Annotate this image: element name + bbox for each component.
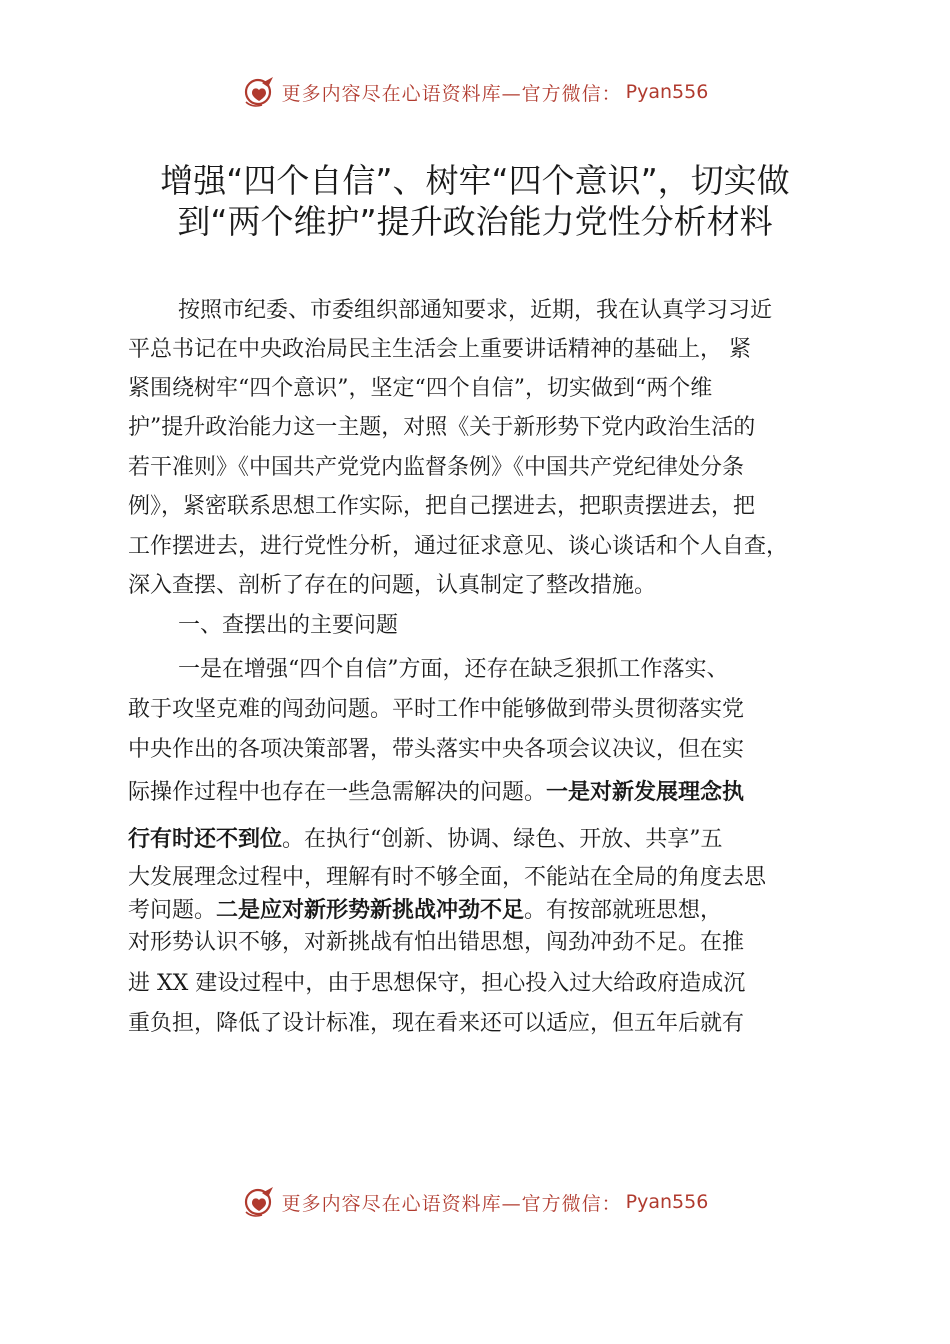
title-line-2: 到“两个维护”提升政治能力党性分析材料 [177,202,773,241]
watermark-text: 更多内容尽在心语资料库—官方微信： [281,1192,622,1215]
bold-point-1-start: 一是对新发展理念执 [546,780,745,805]
paragraph-2-line-10: 重负担，降低了设计标准，现在看来还可以适应，但五年后就有 [128,1011,745,1036]
pen-heart-logo-icon [242,75,276,109]
watermark-text: 更多内容尽在心语资料库—官方微信： [281,82,622,105]
paragraph-2-line-7 [128,896,722,926]
paragraph-2-line-8: 对形势认识不够，对新挑战有怕出错思想，闯劲冲劲不足。在推 [128,930,745,955]
document-title [95,160,855,242]
paragraph-2-line-7-text: 考问题。 [128,898,217,923]
section-heading-1: 一、查摆出的主要问题 [178,613,399,638]
paragraph-2-line-1: 一是在增强“四个自信”方面，还存在缺乏狠抓工作落实、 [178,657,729,682]
paragraph-1-line-7: 工作摆进去，进行党性分析，通过征求意见、谈心谈话和个人自查， [128,534,789,559]
watermark-wechat-id: Pyan556 [625,1191,709,1213]
paragraph-2-line-4-text: 际操作过程中也存在一些急需解决的问题。 [128,780,547,805]
paragraph-2-line-6: 大发展理念过程中，理解有时不够全面，不能站在全局的角度去思 [128,865,767,890]
title-line-1: 增强“四个自信”、树牢“四个意识”，切实做 [160,161,790,200]
paragraph-2-line-4 [128,778,744,808]
pen-heart-logo-icon [242,1185,276,1219]
footer-watermark [0,1182,950,1222]
paragraph-2-line-3: 中央作出的各项决策部署，带头落实中央各项会议决议，但在实 [128,737,745,762]
paragraph-1-line-5: 若干准则》《中国共产党党内监督条例》《中国共产党纪律处分条 [128,455,745,480]
paragraph-1-line-1: 按照市纪委、市委组织部通知要求，近期，我在认真学习习近 [178,298,773,323]
paragraph-1-line-6: 例》，紧密联系思想工作实际，把自己摆进去，把职责摆进去，把 [128,494,756,519]
paragraph-2-line-9: 进 XX 建设过程中，由于思想保守，担心投入过大给政府造成沉 [128,971,746,996]
bold-point-2: 二是应对新形势新挑战冲劲不足 [216,898,525,923]
paragraph-1-line-3: 紧围绕树牢“四个意识”，坚定“四个自信”，切实做到“两个维 [128,376,713,401]
paragraph-2-line-5-text: 。在执行“创新、协调、绿色、开放、共享”五 [282,827,723,852]
paragraph-2-line-5 [128,825,723,855]
paragraph-1-line-2: 平总书记在中央政治局民主生活会上重要讲话精神的基础上， 紧 [128,337,751,362]
watermark-wechat-id: Pyan556 [625,81,709,103]
bold-point-1-end: 行有时还不到位 [128,827,283,852]
paragraph-1-line-8: 深入查摆、剖析了存在的问题，认真制定了整改措施。 [128,573,657,598]
header-watermark [0,72,950,112]
paragraph-2-line-7-tail: 。有按部就班思想， [524,898,723,923]
paragraph-1-line-4: 护”提升政治能力这一主题，对照《关于新形势下党内政治生活的 [128,415,756,440]
paragraph-2-line-2: 敢于攻坚克难的闯劲问题。平时工作中能够做到带头贯彻落实党 [128,697,745,722]
